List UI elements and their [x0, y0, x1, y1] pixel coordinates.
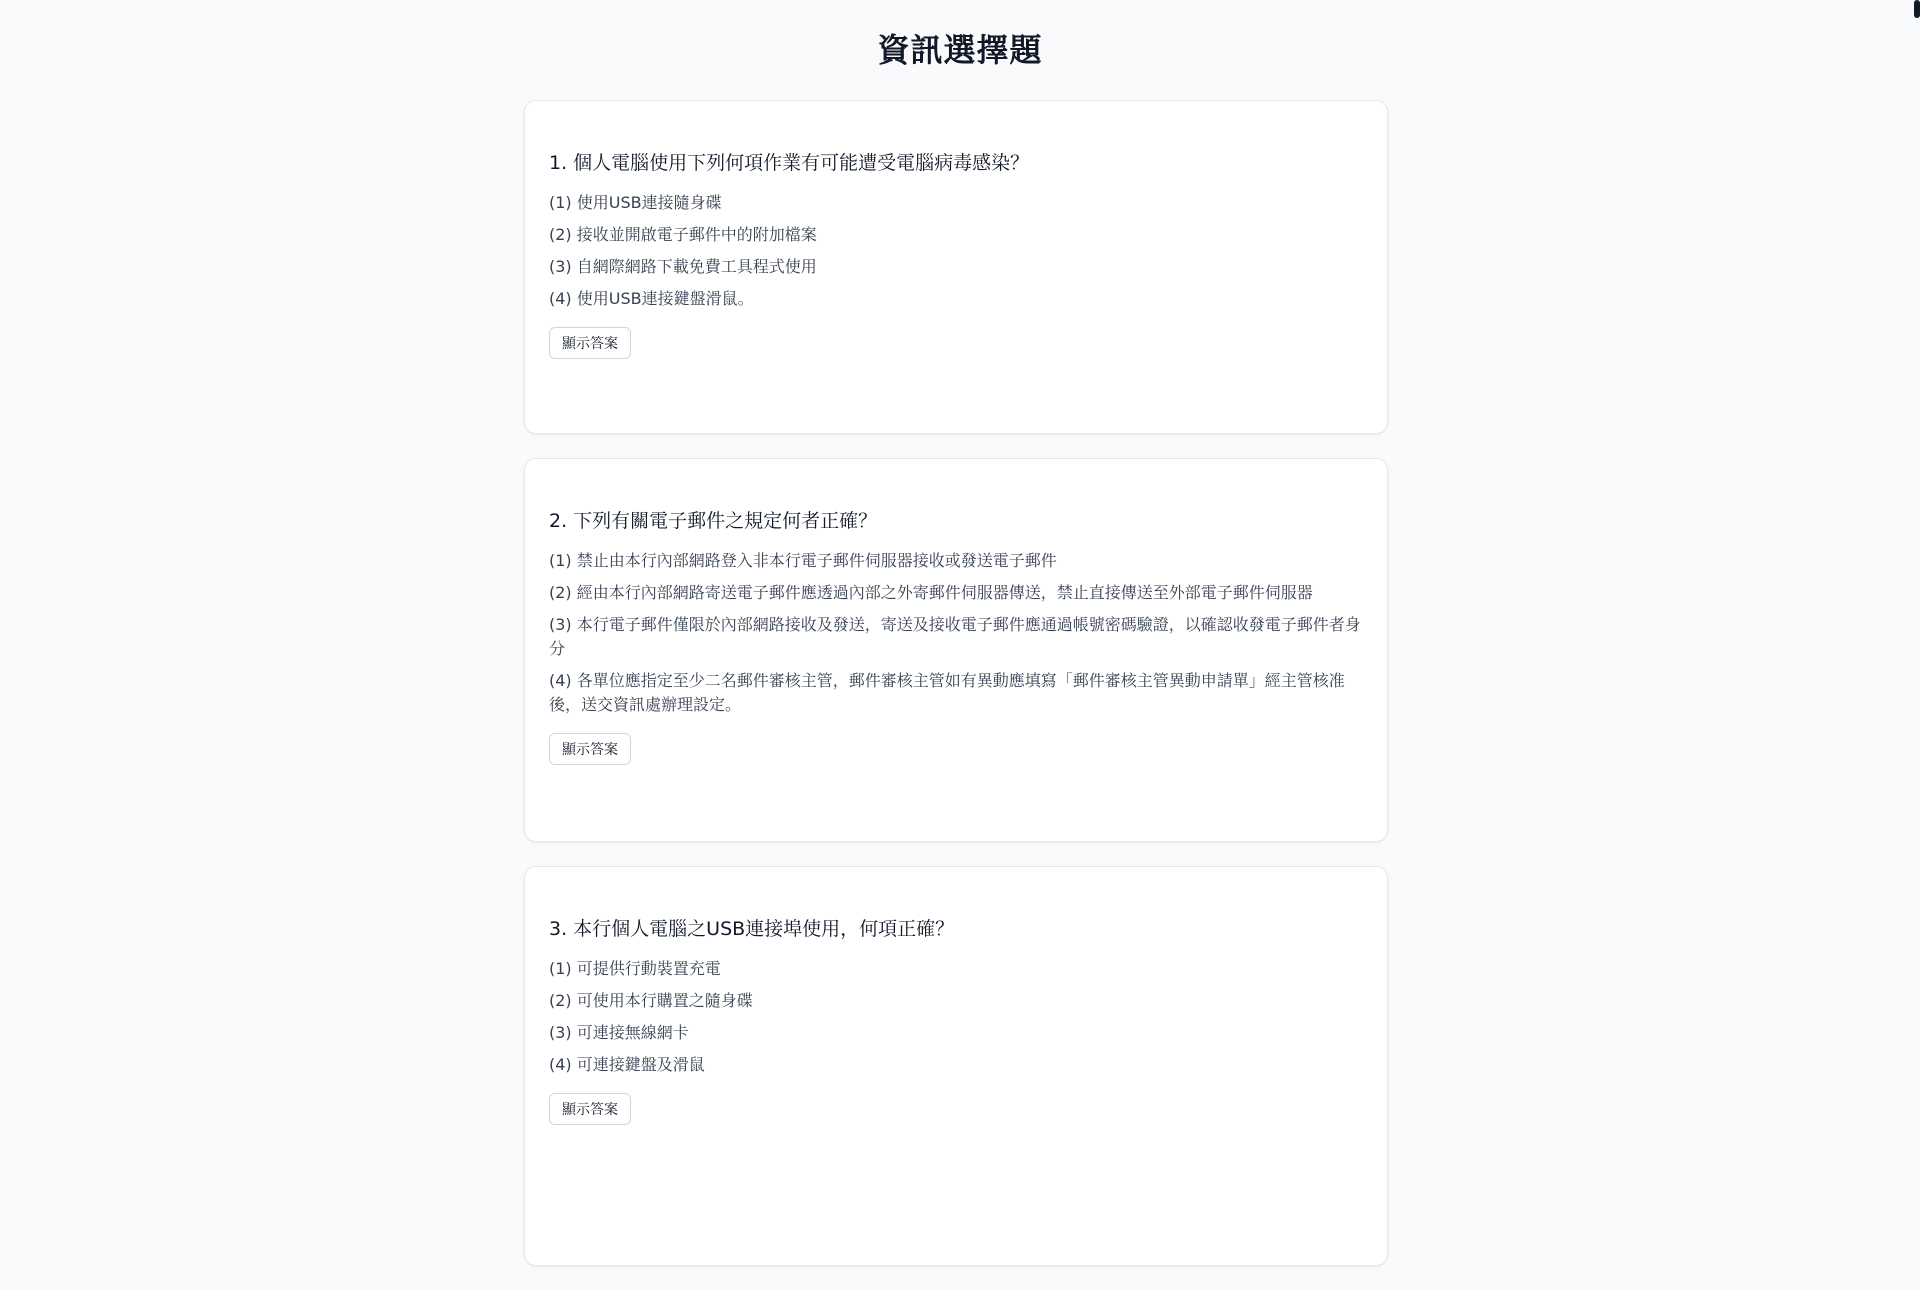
- option-3: (3) 自網際網路下載免費工具程式使用: [549, 257, 817, 276]
- option-2: (2) 可使用本行購置之隨身碟: [549, 991, 753, 1010]
- scrollbar-thumb[interactable]: [1914, 0, 1920, 18]
- option-4: (4) 各單位應指定至少二名郵件審核主管，郵件審核主管如有異動應填寫「郵件審核主管異動申請單」經主管核准後，送交資訊處辦理設定。: [549, 671, 1345, 714]
- question-card-3: [524, 866, 1388, 1266]
- option-4: (4) 可連接鍵盤及滑鼠: [549, 1055, 705, 1074]
- show-answer-button[interactable]: 顯示答案: [549, 1093, 631, 1125]
- question-list: [524, 100, 1388, 1290]
- option-1: (1) 可提供行動裝置充電: [549, 959, 721, 978]
- option-2: (2) 接收並開啟電子郵件中的附加檔案: [549, 225, 817, 244]
- question-text: 3. 本行個人電腦之USB連接埠使用，何項正確？: [549, 918, 955, 940]
- option-1: (1) 禁止由本行內部網路登入非本行電子郵件伺服器接收或發送電子郵件: [549, 551, 1057, 570]
- question-card-2: [524, 458, 1388, 842]
- show-answer-button[interactable]: 顯示答案: [549, 327, 631, 359]
- question-card-1: [524, 100, 1388, 434]
- option-3: (3) 可連接無線網卡: [549, 1023, 689, 1042]
- page-title: 資訊選擇題: [877, 31, 1043, 69]
- question-text: 1. 個人電腦使用下列何項作業有可能遭受電腦病毒感染？: [549, 152, 1030, 174]
- option-1: (1) 使用USB連接隨身碟: [549, 193, 722, 212]
- question-text: 2. 下列有關電子郵件之規定何者正確？: [549, 510, 878, 532]
- show-answer-button[interactable]: 顯示答案: [549, 733, 631, 765]
- option-2: (2) 經由本行內部網路寄送電子郵件應透過內部之外寄郵件伺服器傳送，禁止直接傳送至外部電子郵件伺服器: [549, 583, 1313, 602]
- option-3: (3) 本行電子郵件僅限於內部網路接收及發送，寄送及接收電子郵件應通過帳號密碼驗證，以確認收發電子郵件者身分: [549, 615, 1361, 658]
- option-4: (4) 使用USB連接鍵盤滑鼠。: [549, 289, 754, 308]
